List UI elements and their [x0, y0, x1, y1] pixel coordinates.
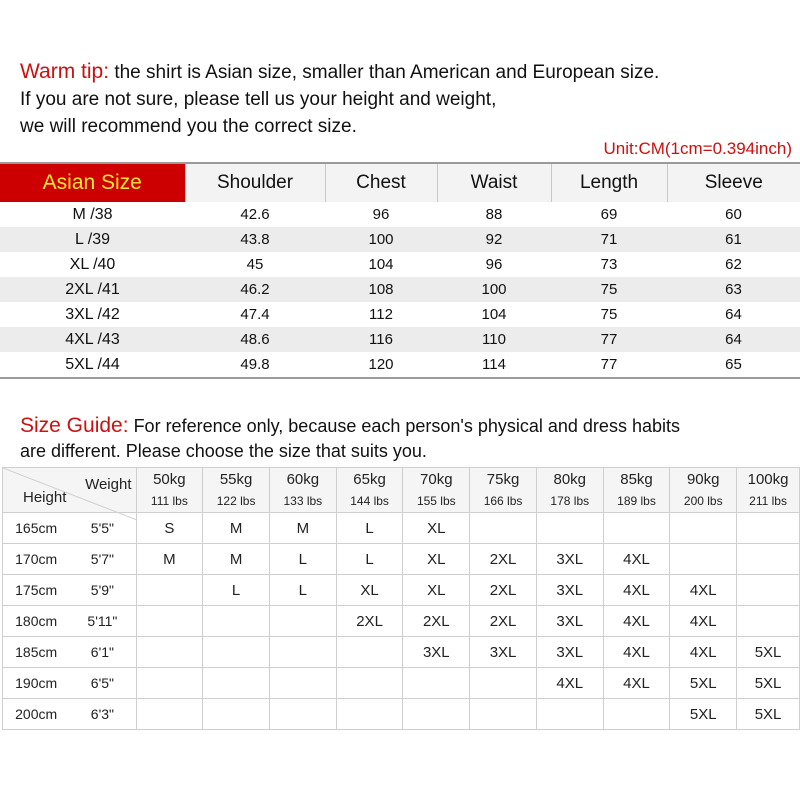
size-cell — [136, 606, 203, 637]
size-cell — [737, 575, 800, 606]
size-table-body — [0, 202, 800, 377]
height-cm-cell: 190cm — [3, 668, 70, 699]
size-guide-table — [2, 467, 800, 730]
measurement-cell: 104 — [481, 306, 507, 323]
weight-lbs-cell: 111 lbs — [136, 490, 203, 513]
size-guide-line2: are different. Please choose the size that suits you. — [20, 441, 427, 461]
measurement-cell: 42.6 — [240, 206, 270, 223]
size-cell: 3XL — [536, 606, 603, 637]
size-cell: 4XL — [603, 668, 670, 699]
size-cell — [536, 699, 603, 730]
size-cell: 4XL — [670, 606, 737, 637]
table-row — [0, 277, 800, 302]
measurement-cell: 47.4 — [240, 306, 270, 323]
size-cell — [403, 699, 470, 730]
weight-kg-cell: 60kg — [269, 468, 336, 491]
warm-tip-line2: If you are not sure, please tell us your height and weight, — [20, 89, 497, 110]
size-cell — [737, 606, 800, 637]
weight-kg-cell: 65kg — [336, 468, 403, 491]
measurement-cell: 92 — [437, 227, 551, 252]
size-cell: M — [269, 513, 336, 544]
measurement-cell: 69 — [600, 206, 618, 223]
measurement-cell: 62 — [725, 256, 742, 273]
size-cell: L — [269, 575, 336, 606]
size-guide-label: Size Guide: — [20, 414, 129, 437]
height-cm-cell: 180cm — [3, 606, 70, 637]
warm-tip-label: Warm tip: — [20, 60, 110, 83]
size-cell — [603, 699, 670, 730]
size-guide-text: For reference only, because each person's physical and dress habits — [128, 416, 680, 436]
size-table — [0, 162, 800, 379]
size-label-cell: M /38 — [72, 205, 113, 223]
table-row — [3, 699, 800, 730]
size-cell: 5XL — [670, 668, 737, 699]
weight-label: Weight — [85, 476, 132, 493]
size-cell — [203, 637, 270, 668]
size-cell: 3XL — [403, 637, 470, 668]
size-label-cell: 2XL /41 — [0, 277, 185, 302]
weight-kg-cell: 100kg — [737, 468, 800, 491]
measurement-cell: 63 — [667, 277, 800, 302]
measurement-cell: 46.2 — [185, 277, 325, 302]
weight-lbs-cell: 122 lbs — [203, 490, 270, 513]
measurement-cell: 61 — [667, 227, 800, 252]
weight-kg-cell: 75kg — [470, 468, 537, 491]
weight-lbs-cell: 155 lbs — [403, 490, 470, 513]
size-cell — [203, 699, 270, 730]
table-row — [0, 202, 800, 227]
weight-kg-cell: 80kg — [536, 468, 603, 491]
measurement-cell: 60 — [725, 206, 742, 223]
measurement-cell: 108 — [325, 277, 437, 302]
size-cell: L — [269, 544, 336, 575]
asian-size-header: Asian Size — [0, 164, 185, 202]
size-table-header — [0, 164, 800, 202]
measurement-cell: 64 — [725, 306, 742, 323]
measurement-cell: 100 — [437, 277, 551, 302]
size-guide-line1 — [20, 413, 790, 439]
table-row — [3, 606, 800, 637]
height-cm-cell: 165cm — [3, 513, 70, 544]
size-cell: 4XL — [603, 637, 670, 668]
size-cell — [670, 544, 737, 575]
size-label-cell: 3XL /42 — [65, 305, 120, 323]
measurement-cell: 112 — [369, 306, 393, 323]
table-row — [0, 252, 800, 277]
table-row — [0, 227, 800, 252]
size-cell: 5XL — [737, 668, 800, 699]
warm-tip-line1 — [20, 58, 790, 86]
column-header: Waist — [437, 164, 551, 202]
size-cell: 4XL — [536, 668, 603, 699]
size-cell — [269, 606, 336, 637]
size-cell — [737, 544, 800, 575]
weight-lbs-cell: 211 lbs — [737, 490, 800, 513]
size-label-cell: 5XL /44 — [65, 355, 120, 373]
measurement-cell: 77 — [551, 327, 667, 352]
size-cell: L — [203, 575, 270, 606]
measurement-cell: 110 — [437, 327, 551, 352]
height-ft-cell: 5'11" — [69, 606, 136, 637]
size-cell: XL — [336, 575, 403, 606]
size-cell: 3XL — [536, 575, 603, 606]
size-cell — [203, 668, 270, 699]
table-row — [3, 637, 800, 668]
measurement-cell: 43.8 — [185, 227, 325, 252]
measurement-cell: 96 — [372, 206, 390, 223]
size-cell: M — [203, 513, 270, 544]
table-row — [3, 544, 800, 575]
size-cell: 4XL — [603, 606, 670, 637]
size-cell — [336, 668, 403, 699]
size-cell — [470, 699, 537, 730]
measurement-cell: 100 — [325, 227, 437, 252]
weight-lbs-cell: 133 lbs — [269, 490, 336, 513]
table-row — [3, 575, 800, 606]
height-ft-cell: 5'9" — [69, 575, 136, 606]
height-ft-cell: 6'5" — [69, 668, 136, 699]
column-header: Shoulder — [185, 164, 325, 202]
size-cell: 4XL — [603, 544, 670, 575]
size-cell: 5XL — [670, 699, 737, 730]
measurement-cell: 104 — [368, 256, 394, 273]
size-guide-table-body — [3, 468, 800, 730]
size-cell: 2XL — [336, 606, 403, 637]
size-cell — [269, 668, 336, 699]
weight-kg-cell: 55kg — [203, 468, 270, 491]
size-cell — [603, 513, 670, 544]
column-header: Length — [551, 164, 667, 202]
height-cm-cell: 200cm — [3, 699, 70, 730]
size-label-cell: 4XL /43 — [0, 327, 185, 352]
measurement-cell: 73 — [600, 256, 618, 273]
size-cell — [269, 699, 336, 730]
measurement-cell: 71 — [551, 227, 667, 252]
weight-lbs-cell: 200 lbs — [670, 490, 737, 513]
measurement-cell: 96 — [485, 256, 503, 273]
table-row — [3, 668, 800, 699]
measurement-cell: 75 — [600, 306, 618, 323]
warm-tip-line3: we will recommend you the correct size. — [20, 116, 357, 137]
height-cm-cell: 185cm — [3, 637, 70, 668]
measurement-cell: 116 — [325, 327, 437, 352]
size-cell: M — [136, 544, 203, 575]
size-cell: S — [136, 513, 203, 544]
size-cell: 5XL — [737, 637, 800, 668]
size-cell: XL — [403, 575, 470, 606]
size-cell: 4XL — [603, 575, 670, 606]
measurement-cell: 77 — [600, 356, 618, 373]
measurement-cell: 88 — [485, 206, 503, 223]
size-cell: 5XL — [737, 699, 800, 730]
table-row — [0, 352, 800, 377]
size-guide — [20, 413, 790, 464]
size-cell: 2XL — [470, 575, 537, 606]
table-corner — [3, 468, 137, 513]
measurement-cell: 48.6 — [185, 327, 325, 352]
weight-lbs-cell: 166 lbs — [470, 490, 537, 513]
size-cell — [136, 699, 203, 730]
measurement-cell: 75 — [551, 277, 667, 302]
size-label-cell: XL /40 — [69, 255, 116, 273]
size-cell: 3XL — [536, 544, 603, 575]
measurement-cell: 49.8 — [240, 356, 270, 373]
size-cell — [336, 699, 403, 730]
height-ft-cell: 5'5" — [69, 513, 136, 544]
size-cell: 2XL — [470, 606, 537, 637]
height-label: Height — [23, 489, 67, 506]
size-cell — [737, 513, 800, 544]
height-ft-cell: 6'1" — [69, 637, 136, 668]
size-cell — [470, 668, 537, 699]
size-cell: 3XL — [536, 637, 603, 668]
size-cell — [336, 637, 403, 668]
size-cell: 4XL — [670, 637, 737, 668]
table-row — [0, 327, 800, 352]
size-cell: L — [336, 544, 403, 575]
size-cell: XL — [403, 513, 470, 544]
size-cell: M — [203, 544, 270, 575]
height-ft-cell: 5'7" — [69, 544, 136, 575]
size-cell — [470, 513, 537, 544]
weight-kg-row — [3, 468, 800, 491]
measurement-cell: 65 — [725, 356, 742, 373]
size-cell: 2XL — [470, 544, 537, 575]
size-cell — [670, 513, 737, 544]
size-cell — [136, 637, 203, 668]
warm-tip-text: the shirt is Asian size, smaller than American and European size. — [109, 62, 660, 83]
weight-lbs-cell: 178 lbs — [536, 490, 603, 513]
weight-kg-cell: 90kg — [670, 468, 737, 491]
measurement-cell: 64 — [667, 327, 800, 352]
weight-kg-cell: 85kg — [603, 468, 670, 491]
height-cm-cell: 170cm — [3, 544, 70, 575]
column-header: Sleeve — [667, 164, 800, 202]
unit-note: Unit:CM(1cm=0.394inch) — [603, 139, 792, 158]
warm-tip — [20, 58, 790, 140]
weight-kg-cell: 50kg — [136, 468, 203, 491]
size-cell — [269, 637, 336, 668]
size-cell — [136, 668, 203, 699]
measurement-cell: 45 — [246, 256, 264, 273]
weight-lbs-cell: 144 lbs — [336, 490, 403, 513]
column-header: Chest — [325, 164, 437, 202]
size-cell: 3XL — [470, 637, 537, 668]
height-cm-cell: 175cm — [3, 575, 70, 606]
size-cell: 4XL — [670, 575, 737, 606]
size-label-cell: L /39 — [0, 227, 185, 252]
measurement-cell: 114 — [482, 356, 506, 373]
size-cell: 2XL — [403, 606, 470, 637]
weight-lbs-cell: 189 lbs — [603, 490, 670, 513]
size-cell: L — [336, 513, 403, 544]
size-cell — [403, 668, 470, 699]
height-ft-cell: 6'3" — [69, 699, 136, 730]
size-cell: XL — [403, 544, 470, 575]
size-cell — [136, 575, 203, 606]
size-cell — [203, 606, 270, 637]
size-cell — [536, 513, 603, 544]
measurement-cell: 120 — [368, 356, 394, 373]
weight-kg-cell: 70kg — [403, 468, 470, 491]
table-row — [0, 302, 800, 327]
